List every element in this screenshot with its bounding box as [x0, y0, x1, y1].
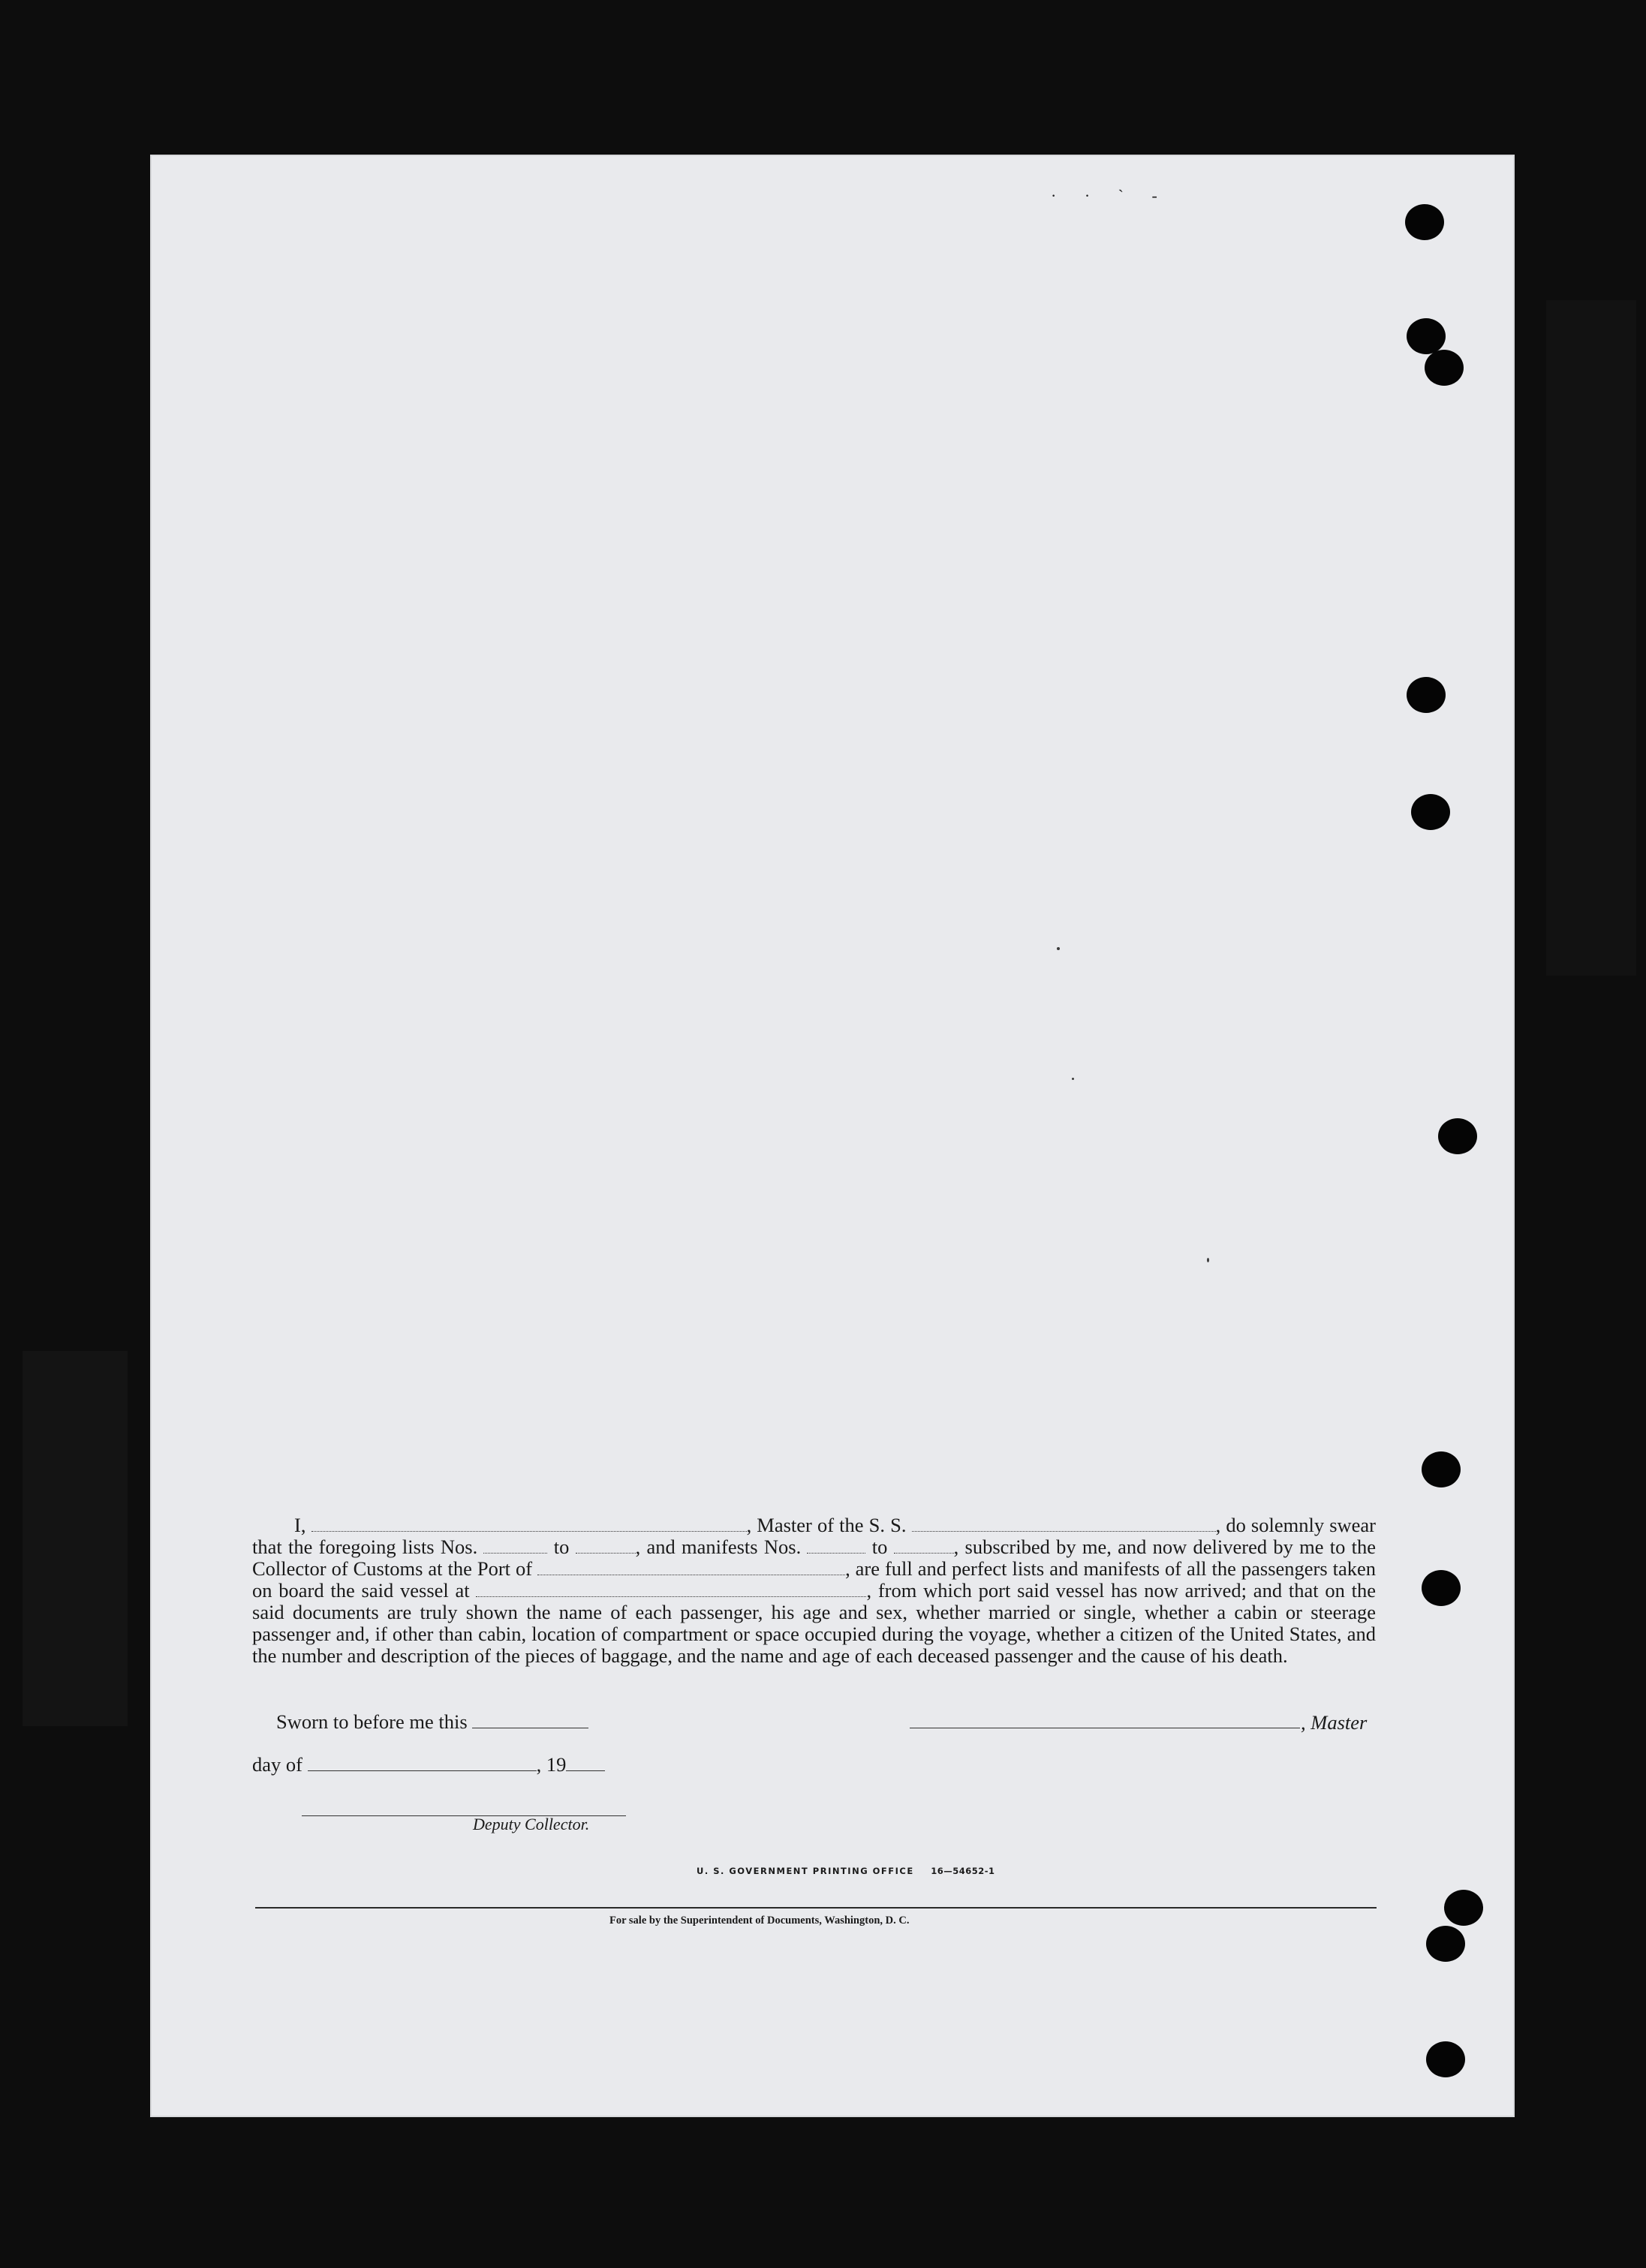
oath-body-text: port said vessel has now arrived; and that on the said documents are truly shown the name of each passenger, his age and sex, whether married or single, whether a cabin or steerage passenger and, if other than cabin, location of compartment or space occupied during the voyage, whether a citizen of the United States, and the number and description of the pieces of baggage, and the name and age of each deceased passenger and the cause of his death. — [252, 1579, 1377, 1667]
punch-hole — [1444, 1890, 1483, 1926]
oath-swear: swear that the foregoing lists Nos. — [252, 1514, 1377, 1558]
printing-office-imprint — [697, 1866, 995, 1876]
oath-to-1: to — [553, 1536, 570, 1558]
master-label: , Master — [1301, 1711, 1368, 1734]
form-number: 16—54652-1 — [931, 1866, 995, 1876]
punch-hole — [1426, 2041, 1465, 2077]
manifest-to-blank — [894, 1552, 954, 1554]
day-of-label: day of — [252, 1753, 302, 1776]
punch-hole — [1425, 350, 1464, 386]
oath-and-manifests: , and manifests Nos. — [635, 1536, 802, 1558]
oath-to-2: to — [871, 1536, 888, 1558]
punch-hole — [1405, 204, 1444, 240]
dust-speck — [1207, 1258, 1209, 1262]
manifest-from-blank — [807, 1552, 865, 1554]
vessel-name-blank — [912, 1530, 1216, 1532]
punch-hole — [1422, 1570, 1461, 1606]
oath-do-solemnly: , do solemnly — [1215, 1514, 1325, 1536]
punch-hole — [1422, 1451, 1461, 1487]
sworn-line — [276, 1710, 588, 1734]
year-label: , 19 — [536, 1753, 567, 1776]
master-name-blank — [311, 1530, 747, 1532]
sworn-label: Sworn to before me this — [276, 1710, 468, 1733]
year-blank — [566, 1770, 605, 1771]
punch-hole — [1426, 1926, 1465, 1962]
list-to-blank — [576, 1552, 636, 1554]
ink-marks: · · ˋ - — [1051, 186, 1169, 205]
dust-speck — [1072, 1078, 1074, 1080]
punch-hole — [1438, 1118, 1477, 1154]
printing-office-label: U. S. GOVERNMENT PRINTING OFFICE — [697, 1866, 914, 1876]
port-of-arrival-blank — [537, 1574, 845, 1575]
document-page — [150, 155, 1515, 2117]
oath-manifests-all: manifests of all the passengers taken on board the said vessel at — [252, 1557, 1377, 1602]
oath-i: I, — [294, 1514, 306, 1536]
oath-master-of: , Master of the S. S. — [746, 1514, 907, 1536]
punch-hole — [1411, 794, 1450, 830]
punch-hole — [1407, 318, 1446, 354]
month-blank — [308, 1770, 537, 1771]
oath-from-which: , from which — [866, 1579, 972, 1602]
punch-hole — [1407, 677, 1446, 713]
oath-delivered: delivered by me to the Collector of Customs at the Port of — [252, 1536, 1377, 1580]
deputy-collector-label: Deputy Collector. — [473, 1815, 590, 1833]
for-sale-notice: For sale by the Superintendent of Documents, Washington, D. C. — [609, 1915, 910, 1927]
sworn-day-blank — [472, 1727, 588, 1728]
oath-are-full: , are full and perfect lists and — [845, 1557, 1079, 1580]
dust-speck — [1057, 947, 1060, 950]
footer-rule — [255, 1907, 1377, 1909]
day-of-line — [252, 1753, 605, 1776]
list-from-blank — [483, 1552, 547, 1554]
oath-subscribed: , subscribed by me, and now — [953, 1536, 1187, 1558]
master-oath-paragraph — [252, 1515, 1376, 1667]
port-of-departure-blank — [476, 1596, 866, 1597]
